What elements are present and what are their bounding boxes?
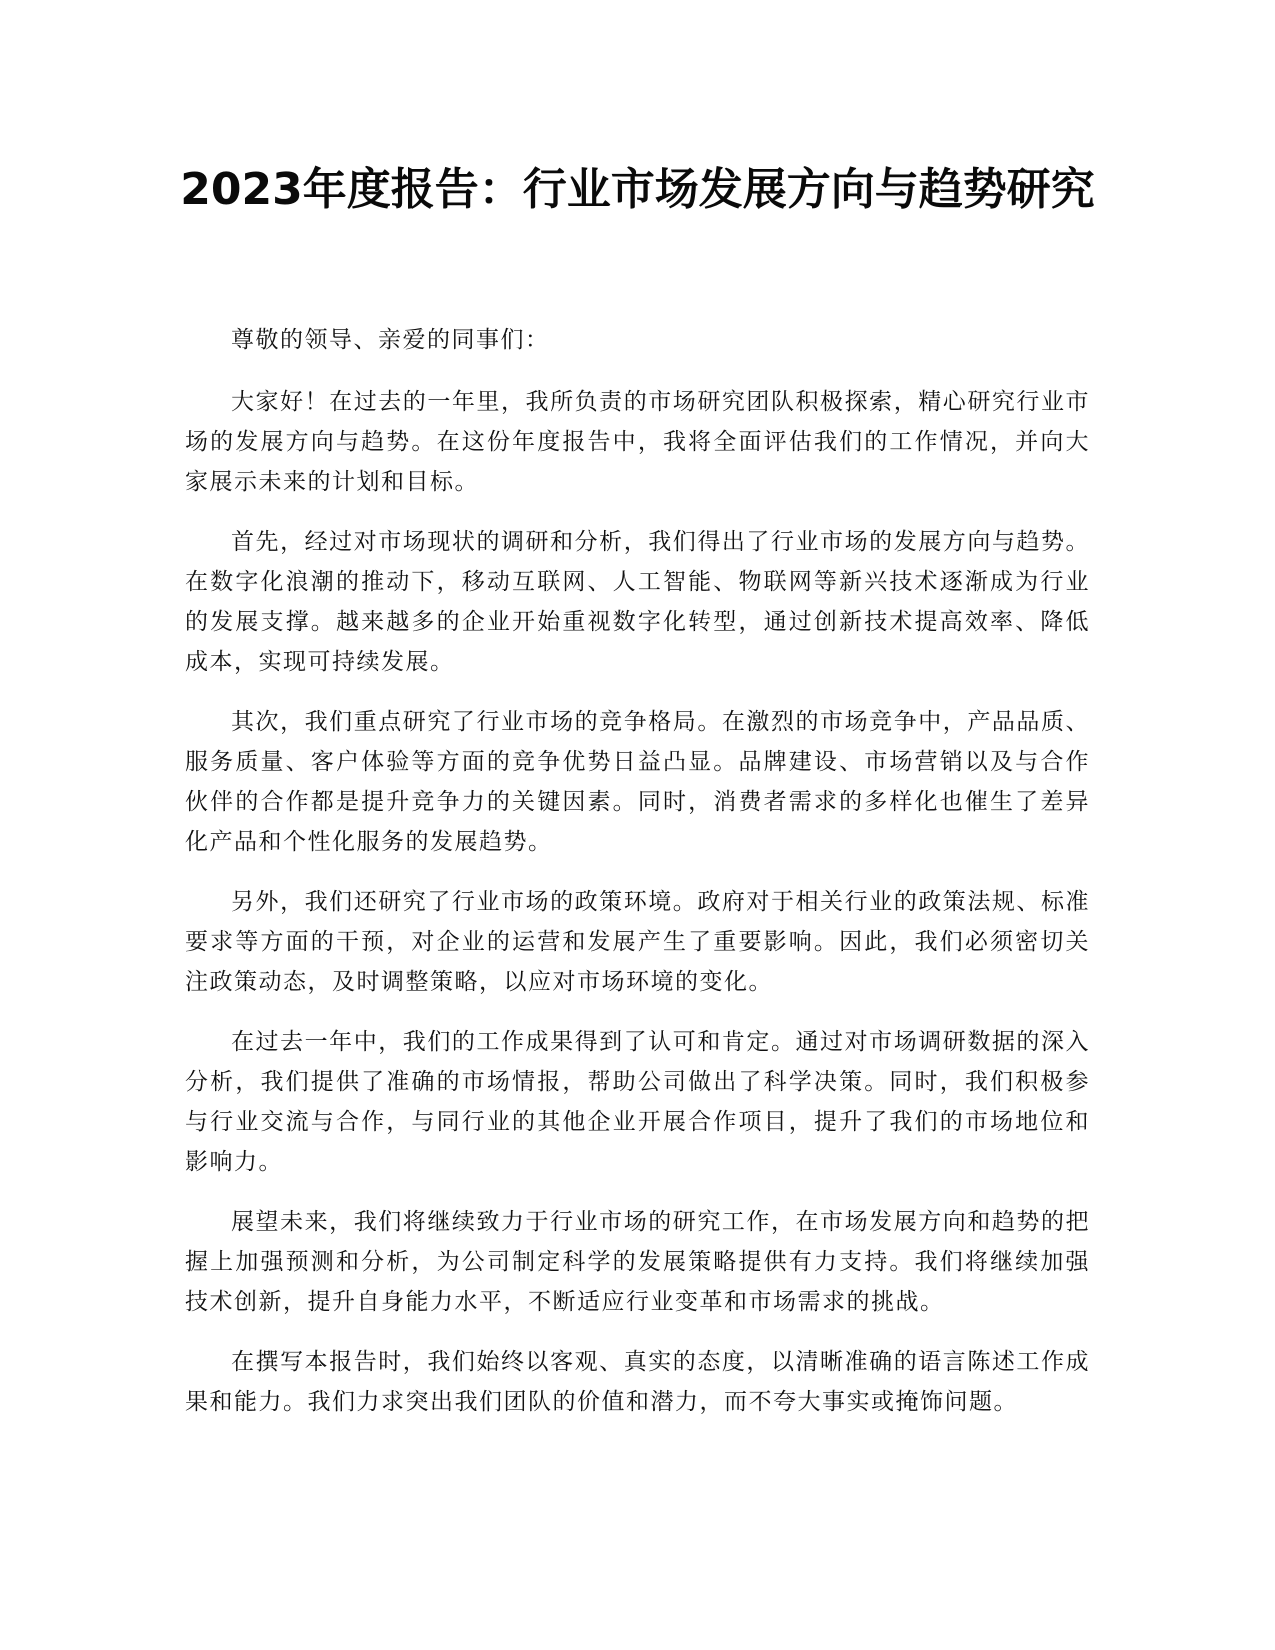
market-direction-paragraph: 首先，经过对市场现状的调研和分析，我们得出了行业市场的发展方向与趋势。在数字化浪潮的推动下，移动互联网、人工智能、物联网等新兴技术逐渐成为行业的发展支撑。越来越多的企业开始重视数字化转型，通过创新技术提高效率、降低成本，实现可持续发展。: [185, 529, 1090, 675]
salutation-paragraph: 尊敬的领导、亲爱的同事们：: [231, 327, 550, 353]
closing-paragraph: 在撰写本报告时，我们始终以客观、真实的态度，以清晰准确的语言陈述工作成果和能力。我们力求突出我们团队的价值和潜力，而不夸大事实或掩饰问题。: [185, 1349, 1090, 1415]
achievements-paragraph: 在过去一年中，我们的工作成果得到了认可和肯定。通过对市场调研数据的深入分析，我们提供了准确的市场情报，帮助公司做出了科学决策。同时，我们积极参与行业交流与合作，与同行业的其他企业开展合作项目，提升了我们的市场地位和影响力。: [185, 1029, 1090, 1175]
competition-paragraph: 其次，我们重点研究了行业市场的竞争格局。在激烈的市场竞争中，产品品质、服务质量、客户体验等方面的竞争优势日益凸显。品牌建设、市场营销以及与合作伙伴的合作都是提升竞争力的关键因素。同时，消费者需求的多样化也催生了差异化产品和个性化服务的发展趋势。: [185, 709, 1090, 855]
report-body: [185, 320, 1090, 1442]
greeting-paragraph: 大家好！在过去的一年里，我所负责的市场研究团队积极探索，精心研究行业市场的发展方向与趋势。在这份年度报告中，我将全面评估我们的工作情况，并向大家展示未来的计划和目标。: [185, 389, 1090, 495]
page-title: 2023年度报告：行业市场发展方向与趋势研究: [180, 164, 1095, 215]
outlook-paragraph: 展望未来，我们将继续致力于行业市场的研究工作，在市场发展方向和趋势的把握上加强预测和分析，为公司制定科学的发展策略提供有力支持。我们将继续加强技术创新，提升自身能力水平，不断适应行业变革和市场需求的挑战。: [185, 1209, 1090, 1315]
policy-paragraph: 另外，我们还研究了行业市场的政策环境。政府对于相关行业的政策法规、标准要求等方面的干预，对企业的运营和发展产生了重要影响。因此，我们必须密切关注政策动态，及时调整策略，以应对市场环境的变化。: [185, 889, 1090, 995]
